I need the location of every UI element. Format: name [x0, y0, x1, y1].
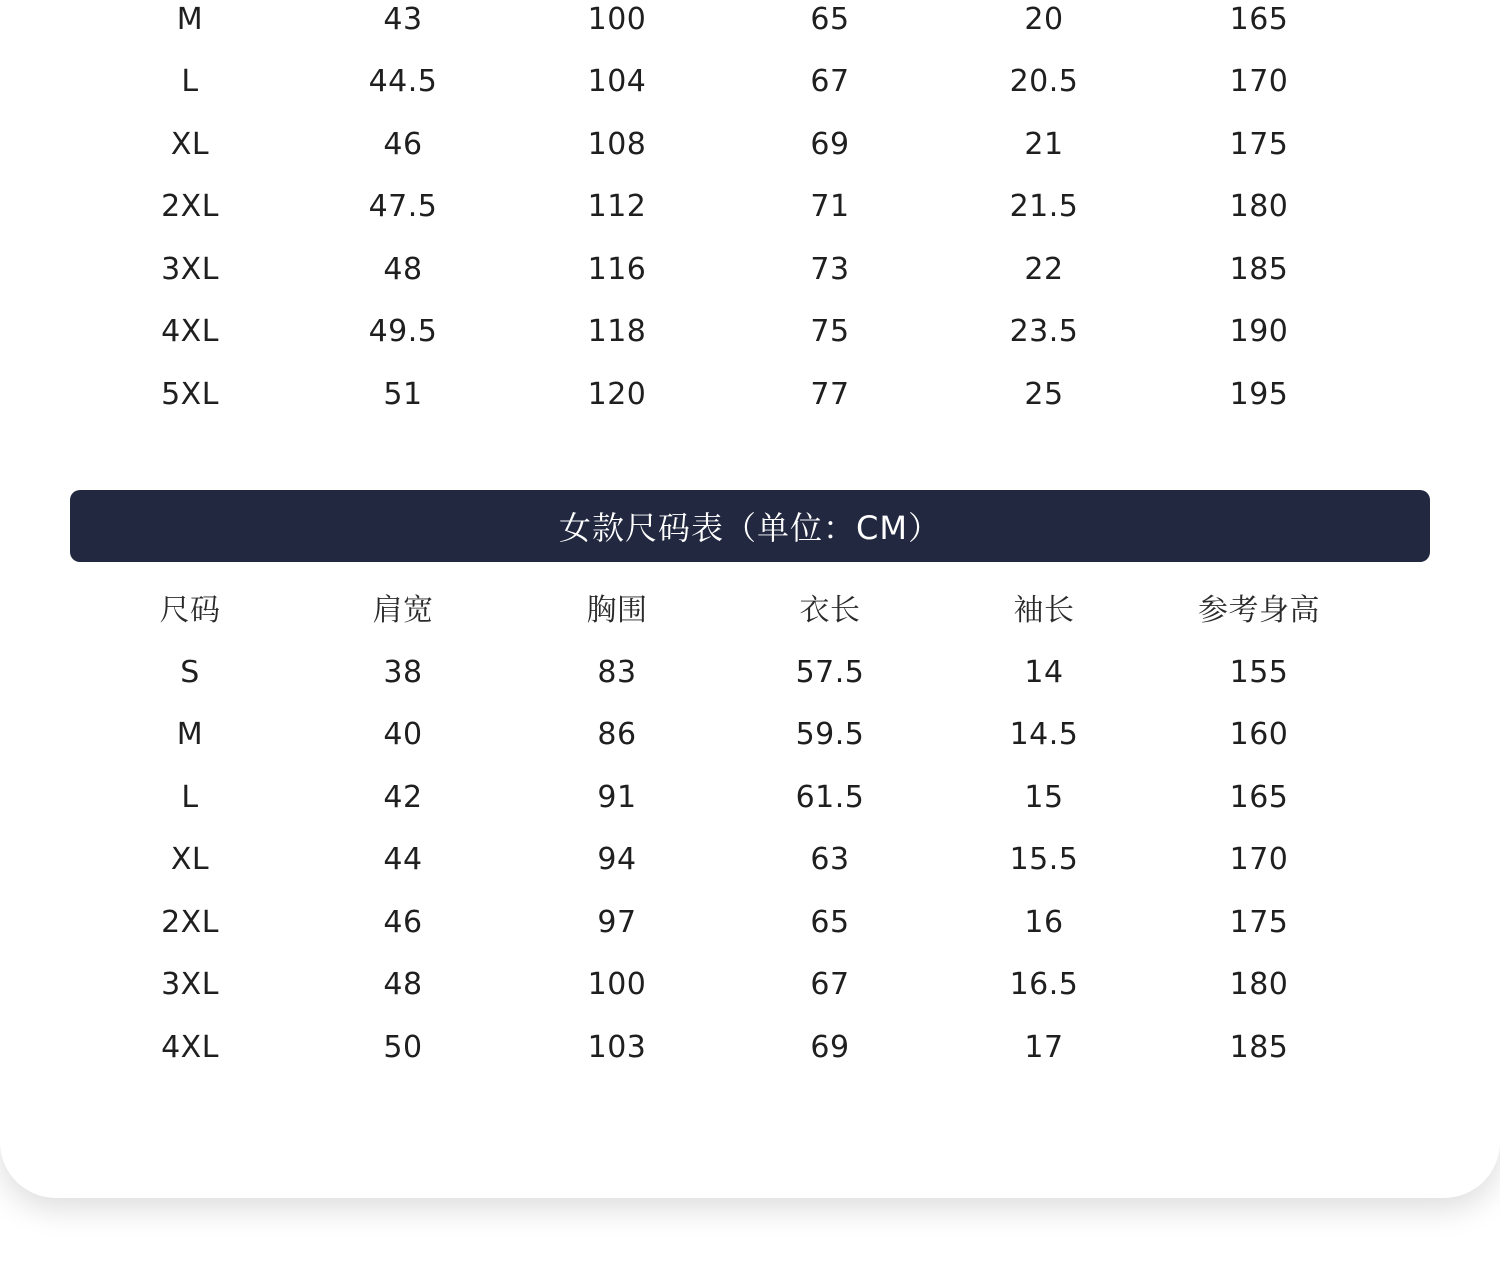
men-size-cell: 185 — [1229, 251, 1289, 287]
men-size-cell: 195 — [1229, 376, 1289, 412]
men-size-cell: 49.5 — [368, 314, 438, 350]
men-size-cell: 175 — [1229, 126, 1289, 162]
women-size-header-cell: 尺码 — [159, 593, 221, 628]
women-size-row — [0, 891, 1500, 954]
women-size-cell: 17 — [1024, 1029, 1064, 1065]
men-size-row — [0, 51, 1500, 114]
women-size-cell: 3XL — [161, 967, 219, 1003]
women-size-cell: L — [181, 779, 199, 815]
men-size-cell: 2XL — [161, 189, 219, 225]
men-size-cell: 165 — [1229, 1, 1289, 37]
men-size-cell: XL — [170, 126, 210, 162]
women-size-cell: 185 — [1229, 1029, 1289, 1065]
men-size-cell: 25 — [1024, 376, 1064, 412]
men-size-cell: 48 — [383, 251, 423, 287]
men-size-cell: 44.5 — [368, 64, 438, 100]
women-size-header-row — [0, 574, 1500, 640]
women-size-cell: 86 — [597, 717, 637, 753]
men-size-cell: 104 — [587, 64, 647, 100]
women-size-cell: 59.5 — [795, 717, 865, 753]
men-size-row — [0, 363, 1500, 426]
men-size-cell: 20.5 — [1009, 64, 1079, 100]
women-size-cell: 4XL — [161, 1029, 219, 1065]
women-size-cell: 103 — [587, 1029, 647, 1065]
women-size-cell: 94 — [597, 842, 637, 878]
women-size-cell: 97 — [597, 904, 637, 940]
women-size-table — [0, 641, 1500, 1079]
men-size-cell: 65 — [810, 1, 850, 37]
women-size-header-cell: 肩宽 — [372, 593, 434, 628]
women-size-cell: 67 — [810, 967, 850, 1003]
men-size-cell: 120 — [587, 376, 647, 412]
men-size-cell: 20 — [1024, 1, 1064, 37]
women-size-header-cell: 衣长 — [799, 593, 861, 628]
men-size-cell: 5XL — [161, 376, 219, 412]
men-size-row — [0, 113, 1500, 176]
men-size-cell: 23.5 — [1009, 314, 1079, 350]
men-size-cell: 21 — [1024, 126, 1064, 162]
women-size-cell: 42 — [383, 779, 423, 815]
men-size-cell: 116 — [587, 251, 647, 287]
women-size-cell: 155 — [1229, 654, 1289, 690]
women-size-cell: XL — [170, 842, 210, 878]
women-size-row — [0, 1016, 1500, 1079]
women-size-cell: 14.5 — [1009, 717, 1079, 753]
women-size-cell: 16.5 — [1009, 967, 1079, 1003]
women-size-cell: 63 — [810, 842, 850, 878]
men-size-cell: 190 — [1229, 314, 1289, 350]
men-size-cell: 108 — [587, 126, 647, 162]
men-size-cell: 67 — [810, 64, 850, 100]
women-size-cell: M — [176, 717, 204, 753]
women-size-cell: 100 — [587, 967, 647, 1003]
women-size-cell: 2XL — [161, 904, 219, 940]
women-size-cell: 48 — [383, 967, 423, 1003]
women-size-cell: 38 — [383, 654, 423, 690]
women-size-cell: 15.5 — [1009, 842, 1079, 878]
men-size-cell: 77 — [810, 376, 850, 412]
men-size-cell: 21.5 — [1009, 189, 1079, 225]
men-size-cell: 180 — [1229, 189, 1289, 225]
men-size-cell: 51 — [383, 376, 423, 412]
men-size-cell: 100 — [587, 1, 647, 37]
men-size-cell: 112 — [587, 189, 647, 225]
women-size-cell: 40 — [383, 717, 423, 753]
women-size-cell: 170 — [1229, 842, 1289, 878]
men-size-cell: L — [181, 64, 199, 100]
men-size-row — [0, 0, 1500, 51]
women-size-row — [0, 829, 1500, 892]
women-size-cell: 50 — [383, 1029, 423, 1065]
women-size-cell: 165 — [1229, 779, 1289, 815]
women-size-row — [0, 766, 1500, 829]
women-size-row — [0, 954, 1500, 1017]
women-size-cell: 180 — [1229, 967, 1289, 1003]
men-size-cell: 46 — [383, 126, 423, 162]
men-size-cell: 69 — [810, 126, 850, 162]
women-size-table-title-text: 女款尺码表（单位：CM） — [559, 509, 941, 547]
women-size-cell: 46 — [383, 904, 423, 940]
men-size-cell: M — [176, 1, 204, 37]
women-size-header-cell: 袖长 — [1013, 593, 1075, 628]
women-size-cell: 57.5 — [795, 654, 865, 690]
men-size-cell: 75 — [810, 314, 850, 350]
women-size-cell: S — [180, 654, 200, 690]
men-size-row — [0, 238, 1500, 301]
women-size-cell: 69 — [810, 1029, 850, 1065]
women-size-cell: 15 — [1024, 779, 1064, 815]
men-size-cell: 22 — [1024, 251, 1064, 287]
women-size-table-header — [0, 574, 1500, 640]
women-size-header-cell: 参考身高 — [1198, 593, 1320, 628]
women-size-cell: 14 — [1024, 654, 1064, 690]
men-size-row — [0, 301, 1500, 364]
women-size-cell: 83 — [597, 654, 637, 690]
women-size-header-cell: 胸围 — [586, 593, 648, 628]
women-size-cell: 61.5 — [795, 779, 865, 815]
women-size-row — [0, 641, 1500, 704]
women-size-cell: 65 — [810, 904, 850, 940]
women-size-table-title — [70, 490, 1430, 562]
men-size-cell: 47.5 — [368, 189, 438, 225]
men-size-cell: 73 — [810, 251, 850, 287]
women-size-row — [0, 704, 1500, 767]
men-size-cell: 4XL — [161, 314, 219, 350]
women-size-cell: 44 — [383, 842, 423, 878]
men-size-cell: 3XL — [161, 251, 219, 287]
men-size-cell: 170 — [1229, 64, 1289, 100]
men-size-cell: 118 — [587, 314, 647, 350]
women-size-cell: 91 — [597, 779, 637, 815]
women-size-cell: 16 — [1024, 904, 1064, 940]
men-size-table — [0, 0, 1500, 426]
men-size-row — [0, 176, 1500, 239]
men-size-cell: 43 — [383, 1, 423, 37]
men-size-cell: 71 — [810, 189, 850, 225]
women-size-cell: 160 — [1229, 717, 1289, 753]
women-size-cell: 175 — [1229, 904, 1289, 940]
